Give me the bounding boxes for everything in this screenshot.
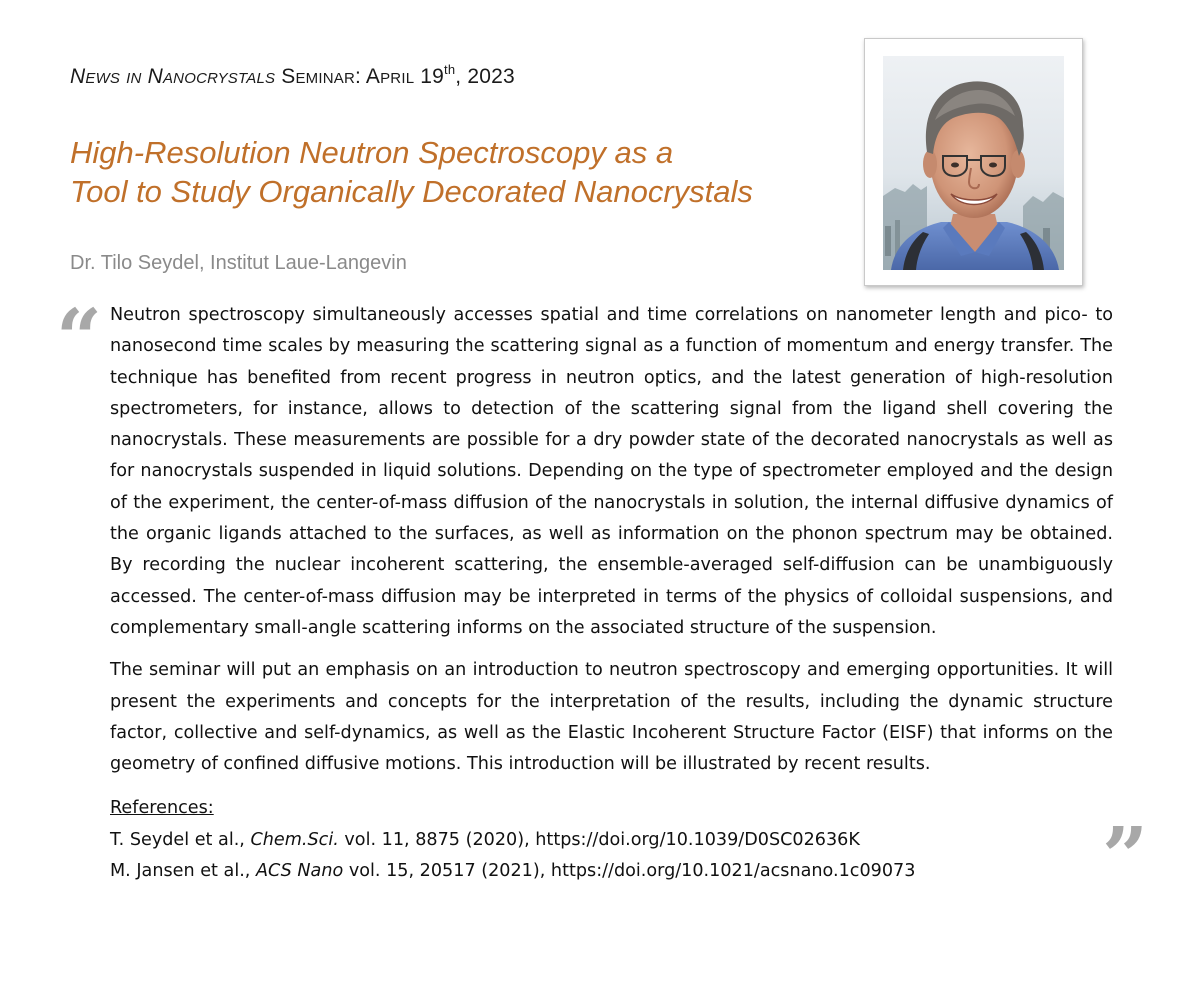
abstract-body [110,300,1113,887]
reference-authors: T. Seydel et al., [110,829,251,850]
abstract-paragraph-2: The seminar will put an emphasis on an introduction to neutron spectroscopy and emerging opportunities. It will present the experiments and concepts for the interpretation of the results, including the dynamic structure factor, collective and self-dynamics, as well as the Elastic Incoherent Structure Factor (EISF) that informs on the geometry of confined diffusive motions. This introduction will be illustrated by recent results. [110,660,1113,775]
reference-details: vol. 11, 8875 (2020), https://doi.org/10.1039/D0SC02636K [338,829,860,850]
seminar-series-header [70,62,515,89]
series-year: , 2023 [455,65,515,88]
series-date: Seminar: April 19 [275,65,445,88]
speaker-portrait-photo [883,56,1064,270]
references-heading: References: [110,798,214,819]
series-name: News in Nanocrystals [70,65,276,88]
abstract-paragraph-1: Neutron spectroscopy simultaneously accesses spatial and time correlations on nanometer length and pico- to nanosecond time scales by measuring the scattering signal as a function of momentum and energy transfer. The technique has benefited from recent progress in neutron optics, and the latest generation of high-resolution spectrometers, for instance, allows to detection of the scattering signal from the ligand shell covering the nanocrystals. These measurements are possible for a dry powder state of the decorated nanocrystals as well as for nanocrystals suspended in liquid solutions. Depending on the type of spectrometer employed and the design of the experiment, the center-of-mass diffusion of the nanocrystals in solution, the internal diffusive dynamics of the organic ligands attached to the surfaces, as well as information on the phonon spectrum may be obtained. By recording the nuclear incoherent scattering, the ensemble-averaged self-diffusion can be unambiguously accessed. The center-of-mass diffusion may be interpreted in terms of the physics of colloidal suspensions, and complementary small-angle scattering informs on the associated structure of the suspension. [110,305,1113,638]
reference-journal: Chem.Sci. [250,829,339,850]
close-quote-icon: ” [1102,809,1149,903]
talk-title [70,133,830,211]
reference-authors: M. Jansen et al., [110,861,256,882]
talk-title-line-1: High-Resolution Neutron Spectroscopy as a [70,135,674,170]
open-quote-icon: “ [56,291,103,385]
reference-details: vol. 15, 20517 (2021), https://doi.org/10.1021/acsnano.1c09073 [343,861,916,882]
references-section [110,793,1113,887]
reference-item [110,856,1113,887]
speaker-name: Dr. Tilo Seydel, Institut Laue-Langevin [70,252,407,274]
reference-journal: ACS Nano [255,861,344,882]
speaker-photo-frame [864,38,1083,286]
date-ordinal-suffix: th [444,62,456,77]
talk-title-line-2: Tool to Study Organically Decorated Nanocrystals [70,174,753,209]
reference-item [110,825,1113,856]
